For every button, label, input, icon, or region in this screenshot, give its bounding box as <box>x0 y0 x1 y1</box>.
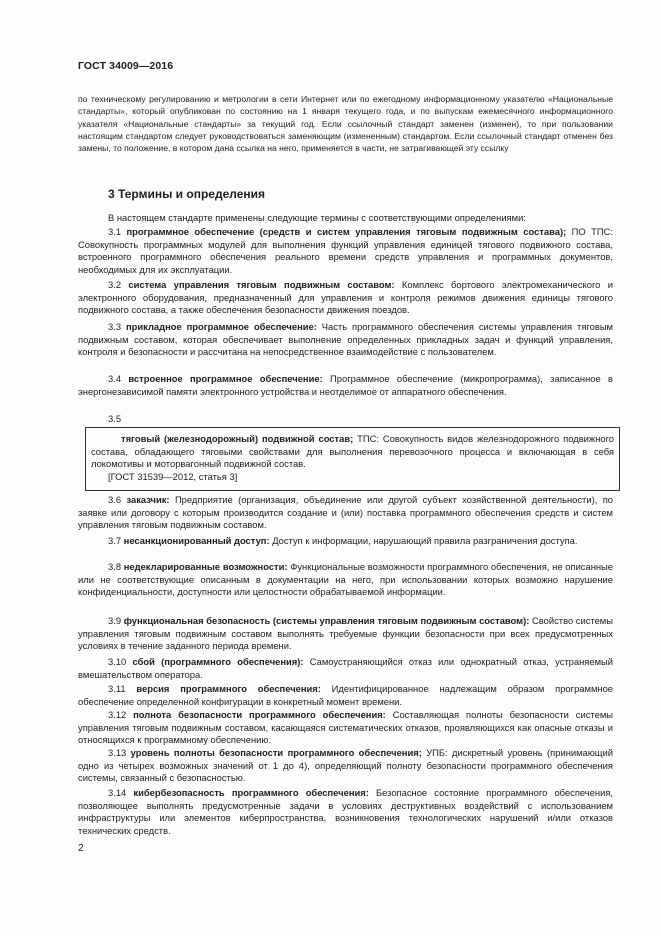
term-definition: Идентифицированное надлежащим образом программное обеспечение определенной конфигурации в конкретный момент времени. <box>78 683 613 707</box>
term-3-11 <box>78 683 613 708</box>
term-name: сбой (программного обеспечения): <box>132 656 304 667</box>
quoted-term-box <box>85 427 620 491</box>
term-3-9 <box>78 615 613 653</box>
term-name: прикладное программное обеспечение: <box>125 321 317 332</box>
term-definition: Предприятие (организация, объединение или другой субъект хозяйственной деятельности), по заявке или договору с которым производится создание и (или) поставка программного обеспечения средств и систем управления тяговым подвижным составом. <box>78 494 613 531</box>
term-name: система управления тяговым подвижным составом: <box>128 279 395 290</box>
term-name: функциональная безопасность (системы управления тяговым подвижным составом): <box>123 615 530 626</box>
term-number: 3.2 <box>108 279 122 290</box>
intro-paragraph: по техническому регулированию и метрологии в сети Интернет или по ежегодному информационному указателю «Национальные стандарты», который опубликован по состоянию на 1 января текущего года, и по выпускам ежемесячного информационного указателя «Национальные стандарты» за текущий год. Если ссылочный стандарт заменен (изменен), то при пользовании настоящим стандартом следует руководствоваться заменяющим (измененным) стандартом. Если ссылочный стандарт отменен без замены, то положение, в котором дана ссылка на него, применяется в части, не затрагивающей эту ссылку <box>78 94 613 154</box>
term-number: 3.10 <box>108 656 127 667</box>
term-definition: ТПС: Совокупность видов железнодорожного подвижного состава, обладающего тяговыми свойствами для выполнения перевозочного процесса и включающая в себя локомотивы и моторвагонный подвижной состав. <box>91 433 615 470</box>
term-name: кибербезопасность программного обеспечения: <box>133 787 369 798</box>
term-number: 3.9 <box>108 615 122 626</box>
section-lead: В настоящем стандарте применены следующие термины с соответствующими определениями: <box>108 212 526 223</box>
term-3-1 <box>78 226 613 276</box>
term-number: 3.8 <box>108 561 122 572</box>
term-3-3 <box>78 321 613 359</box>
term-number: 3.11 <box>108 683 126 694</box>
term-definition: Часть программного обеспечения системы управления тяговым подвижным составом, которая обеспечивает выполнение определенных прикладных задач и функций управления, контроля и безопасности и рассчитана на непосредственное взаимодействие с пользователем. <box>78 321 614 358</box>
term-3-2 <box>78 279 613 317</box>
term-reference: [ГОСТ 31539—2012, статья 3] <box>108 471 238 482</box>
term-number: 3.1 <box>108 226 122 237</box>
term-3-14 <box>78 787 613 837</box>
term-name: полнота безопасности программного обеспечения: <box>133 709 386 720</box>
term-definition: ПО ТПС: Совокупность программных модулей для выполнения функций управления единицей тягового подвижного состава, встроенного программного обеспечения реального времени средств управления и программных документов, необходимых для их эксплуатации. <box>78 226 614 275</box>
term-definition: Доступ к информации, нарушающий правила разграничения доступа. <box>269 535 578 546</box>
term-name: тяговый (железнодорожный) подвижной состав; <box>121 433 354 444</box>
term-definition: Самоустраняющийся отказ или однократный отказ, устраняемый вмешательством оператора. <box>78 656 613 680</box>
term-definition: Комплекс бортового электромеханического и электронного оборудования, предназначенный для управления и контроля режимов движения единицы тягового подвижного состава, а также обеспечения безопасности движения поездов. <box>78 279 613 316</box>
term-3-10 <box>78 656 613 681</box>
term-number: 3.3 <box>108 321 122 332</box>
term-name: несанкционированный доступ: <box>123 535 270 546</box>
term-name: версия программного обеспечения: <box>136 683 321 694</box>
term-definition: Функциональные возможности программного обеспечения, не описанные или не соответствующие описанным в документации на него, при использовании которых возможно нарушение конфиденциальности, доступности или целостности обрабатываемой информации. <box>78 561 614 598</box>
page-number: 2 <box>78 843 84 854</box>
term-number: 3.12 <box>108 709 127 720</box>
term-3-5-number <box>78 413 613 426</box>
term-number: 3.14 <box>108 787 127 798</box>
term-3-6 <box>78 494 613 532</box>
quoted-term <box>86 433 614 471</box>
term-definition: УПБ: дискретный уровень (принимающий одно из четырех возможных значений от 1 до 4), определяющий полноту безопасности программного обеспечения системы, связанный с безопасностью. <box>78 747 613 784</box>
term-definition: Безопасное состояние программного обеспечения, позволяющее выполнять предусмотренные задачи в условиях деструктивных воздействий с использованием инфраструктуры или элементов киберпространства, возникновения технологических нарушений и/или отказов технических средств. <box>78 787 613 836</box>
term-3-13 <box>78 747 613 785</box>
term-number: 3.6 <box>108 494 122 505</box>
term-number: 3.7 <box>108 535 122 546</box>
term-definition: Программное обеспечение (микропрограмма), записанное в энергонезависимой памяти электронного устройства и неотделимое от аппаратного обеспечения. <box>78 373 614 397</box>
term-number: 3.4 <box>108 373 122 384</box>
term-definition: Свойство системы управления тяговым подвижным составом выполнять требуемые функции безопасности при всех предусмотренных условиях в течение заданного периода времени. <box>78 615 613 652</box>
term-name: недекларированные возможности: <box>123 561 288 572</box>
term-name: уровень полноты безопасности программного обеспечения; <box>130 747 422 758</box>
term-number: 3.13 <box>108 747 127 758</box>
term-3-12 <box>78 709 613 747</box>
term-number: 3.5 <box>108 413 122 424</box>
term-name: встроенное программное обеспечение: <box>128 373 323 384</box>
term-3-7 <box>78 535 613 548</box>
term-name: заказчик: <box>126 494 170 505</box>
section-title: 3 Термины и определения <box>108 187 266 201</box>
document-header: ГОСТ 34009—2016 <box>78 60 174 72</box>
term-definition: Составляющая полноты безопасности системы управления тяговым подвижным составом, касающаяся систематических отказов, проявляющихся как опасные отказы и относящихся к программному обеспечению. <box>78 709 613 746</box>
term-3-8 <box>78 561 613 599</box>
term-name: программное обеспечение (средств и систем управления тяговым подвижным состава); <box>126 226 567 237</box>
term-3-4 <box>78 373 613 398</box>
